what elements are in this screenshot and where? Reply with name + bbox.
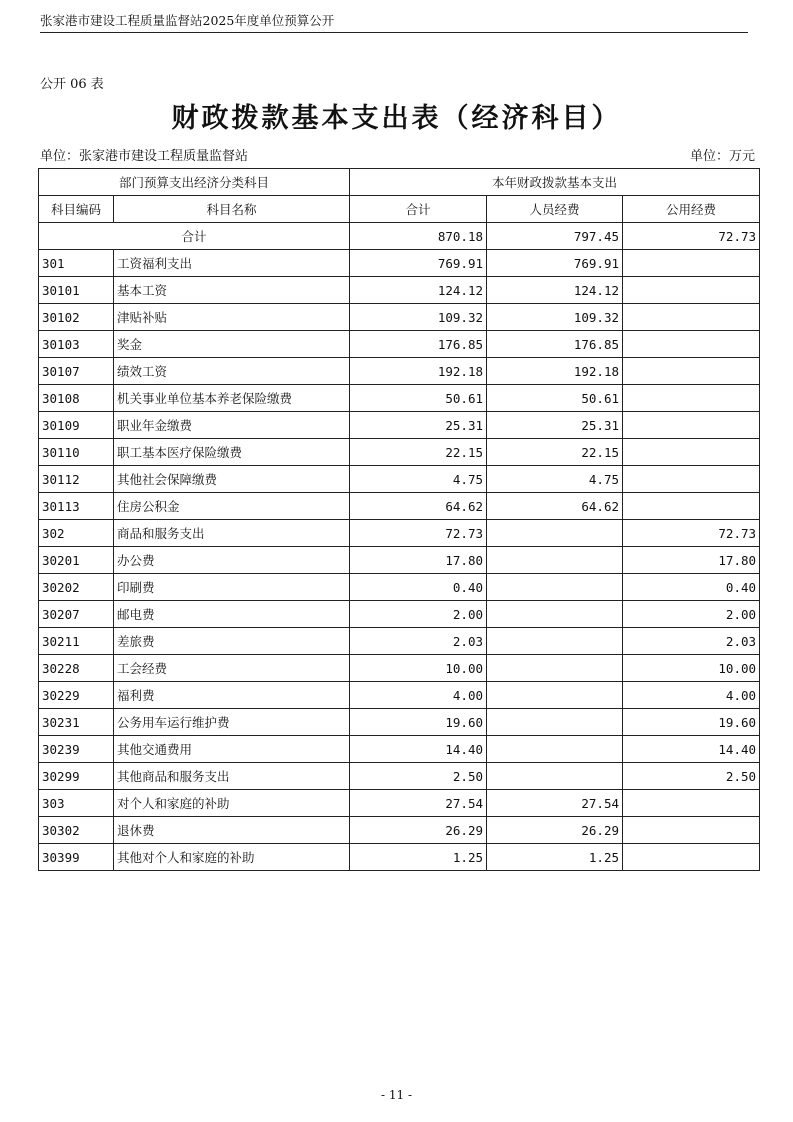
cell-total: 25.31 <box>350 412 487 439</box>
cell-public <box>623 439 760 466</box>
cell-public <box>623 250 760 277</box>
cell-code: 30207 <box>39 601 114 628</box>
cell-name: 奖金 <box>114 331 350 358</box>
table-row <box>39 439 760 466</box>
cell-name: 其他商品和服务支出 <box>114 763 350 790</box>
cell-personnel: 109.32 <box>487 304 623 331</box>
table-row <box>39 466 760 493</box>
budget-table <box>38 168 760 871</box>
cell-personnel: 64.62 <box>487 493 623 520</box>
cell-personnel <box>487 655 623 682</box>
cell-total: 2.50 <box>350 763 487 790</box>
cell-code: 30201 <box>39 547 114 574</box>
cell-public <box>623 304 760 331</box>
cell-code: 30112 <box>39 466 114 493</box>
cell-code: 303 <box>39 790 114 817</box>
cell-public: 0.40 <box>623 574 760 601</box>
cell-name: 其他交通费用 <box>114 736 350 763</box>
cell-code: 30107 <box>39 358 114 385</box>
cell-public <box>623 277 760 304</box>
cell-public <box>623 385 760 412</box>
cell-personnel <box>487 628 623 655</box>
header-column-row <box>39 196 760 223</box>
currency-unit: 单位：万元 <box>689 149 755 164</box>
cell-total: 2.00 <box>350 601 487 628</box>
table-row <box>39 277 760 304</box>
cell-name: 差旅费 <box>114 628 350 655</box>
total-total: 870.18 <box>350 223 487 250</box>
cell-personnel: 769.91 <box>487 250 623 277</box>
cell-total: 27.54 <box>350 790 487 817</box>
cell-personnel <box>487 736 623 763</box>
cell-name: 对个人和家庭的补助 <box>114 790 350 817</box>
cell-name: 退休费 <box>114 817 350 844</box>
cell-name: 基本工资 <box>114 277 350 304</box>
cell-name: 办公费 <box>114 547 350 574</box>
cell-total: 14.40 <box>350 736 487 763</box>
cell-public: 72.73 <box>623 520 760 547</box>
table-row <box>39 412 760 439</box>
cell-total: 4.75 <box>350 466 487 493</box>
cell-code: 30231 <box>39 709 114 736</box>
table-number: 公开 06 表 <box>40 77 104 92</box>
page-number: - 11 - <box>380 1088 412 1102</box>
cell-name: 住房公积金 <box>114 493 350 520</box>
cell-code: 30299 <box>39 763 114 790</box>
cell-public: 2.50 <box>623 763 760 790</box>
cell-total: 50.61 <box>350 385 487 412</box>
cell-code: 30103 <box>39 331 114 358</box>
table-row <box>39 520 760 547</box>
cell-personnel: 192.18 <box>487 358 623 385</box>
cell-personnel <box>487 601 623 628</box>
cell-total: 0.40 <box>350 574 487 601</box>
cell-public: 10.00 <box>623 655 760 682</box>
total-row <box>39 223 760 250</box>
header-code: 科目编码 <box>39 196 114 223</box>
table-row <box>39 736 760 763</box>
cell-personnel: 50.61 <box>487 385 623 412</box>
cell-code: 302 <box>39 520 114 547</box>
cell-public: 2.00 <box>623 601 760 628</box>
cell-name: 商品和服务支出 <box>114 520 350 547</box>
cell-public: 2.03 <box>623 628 760 655</box>
cell-name: 工资福利支出 <box>114 250 350 277</box>
cell-name: 绩效工资 <box>114 358 350 385</box>
cell-code: 301 <box>39 250 114 277</box>
cell-code: 30108 <box>39 385 114 412</box>
total-label: 合计 <box>39 223 350 250</box>
header-personnel: 人员经费 <box>487 196 623 223</box>
cell-code: 30239 <box>39 736 114 763</box>
header-classification: 部门预算支出经济分类科目 <box>39 169 350 196</box>
cell-personnel <box>487 520 623 547</box>
table-row <box>39 574 760 601</box>
cell-personnel: 1.25 <box>487 844 623 871</box>
cell-total: 26.29 <box>350 817 487 844</box>
cell-public: 14.40 <box>623 736 760 763</box>
table-row <box>39 817 760 844</box>
cell-personnel: 22.15 <box>487 439 623 466</box>
cell-name: 印刷费 <box>114 574 350 601</box>
cell-code: 30101 <box>39 277 114 304</box>
cell-total: 109.32 <box>350 304 487 331</box>
cell-name: 职业年金缴费 <box>114 412 350 439</box>
table-row <box>39 304 760 331</box>
cell-total: 17.80 <box>350 547 487 574</box>
header-name: 科目名称 <box>114 196 350 223</box>
table-row <box>39 250 760 277</box>
cell-total: 176.85 <box>350 331 487 358</box>
cell-personnel <box>487 763 623 790</box>
cell-public <box>623 412 760 439</box>
cell-total: 192.18 <box>350 358 487 385</box>
cell-code: 30202 <box>39 574 114 601</box>
cell-public: 4.00 <box>623 682 760 709</box>
table-row <box>39 655 760 682</box>
cell-total: 72.73 <box>350 520 487 547</box>
table-row <box>39 763 760 790</box>
cell-public <box>623 493 760 520</box>
cell-personnel <box>487 682 623 709</box>
table-row <box>39 601 760 628</box>
cell-personnel: 27.54 <box>487 790 623 817</box>
cell-code: 30110 <box>39 439 114 466</box>
running-header: 张家港市建设工程质量监督站2025年度单位预算公开 <box>40 12 748 33</box>
cell-name: 职工基本医疗保险缴费 <box>114 439 350 466</box>
cell-personnel <box>487 547 623 574</box>
cell-personnel: 4.75 <box>487 466 623 493</box>
cell-name: 其他社会保障缴费 <box>114 466 350 493</box>
cell-personnel: 26.29 <box>487 817 623 844</box>
cell-total: 769.91 <box>350 250 487 277</box>
cell-total: 1.25 <box>350 844 487 871</box>
cell-name: 公务用车运行维护费 <box>114 709 350 736</box>
cell-code: 30109 <box>39 412 114 439</box>
table-row <box>39 358 760 385</box>
header-public: 公用经费 <box>623 196 760 223</box>
cell-code: 30229 <box>39 682 114 709</box>
cell-public <box>623 358 760 385</box>
cell-code: 30228 <box>39 655 114 682</box>
cell-name: 工会经费 <box>114 655 350 682</box>
cell-code: 30399 <box>39 844 114 871</box>
cell-public <box>623 844 760 871</box>
total-personnel: 797.45 <box>487 223 623 250</box>
cell-personnel: 25.31 <box>487 412 623 439</box>
cell-name: 邮电费 <box>114 601 350 628</box>
table-row <box>39 628 760 655</box>
cell-public: 17.80 <box>623 547 760 574</box>
cell-total: 19.60 <box>350 709 487 736</box>
cell-personnel <box>487 709 623 736</box>
total-public: 72.73 <box>623 223 760 250</box>
cell-name: 机关事业单位基本养老保险缴费 <box>114 385 350 412</box>
cell-personnel <box>487 574 623 601</box>
cell-total: 10.00 <box>350 655 487 682</box>
cell-personnel: 124.12 <box>487 277 623 304</box>
cell-public: 19.60 <box>623 709 760 736</box>
table-row <box>39 709 760 736</box>
cell-public <box>623 466 760 493</box>
cell-public <box>623 817 760 844</box>
table-row <box>39 790 760 817</box>
cell-code: 30302 <box>39 817 114 844</box>
table-row <box>39 493 760 520</box>
cell-code: 30113 <box>39 493 114 520</box>
cell-total: 124.12 <box>350 277 487 304</box>
header-basic-expenditure: 本年财政拨款基本支出 <box>350 169 760 196</box>
cell-public <box>623 790 760 817</box>
table-row <box>39 547 760 574</box>
table-row <box>39 385 760 412</box>
cell-code: 30102 <box>39 304 114 331</box>
cell-personnel: 176.85 <box>487 331 623 358</box>
cell-public <box>623 331 760 358</box>
cell-name: 津贴补贴 <box>114 304 350 331</box>
table-row <box>39 331 760 358</box>
document-title: 财政拨款基本支出表（经济科目） <box>171 103 622 134</box>
cell-name: 其他对个人和家庭的补助 <box>114 844 350 871</box>
cell-total: 22.15 <box>350 439 487 466</box>
table-row <box>39 682 760 709</box>
cell-total: 2.03 <box>350 628 487 655</box>
cell-name: 福利费 <box>114 682 350 709</box>
header-total: 合计 <box>350 196 487 223</box>
cell-total: 4.00 <box>350 682 487 709</box>
reporting-unit: 单位：张家港市建设工程质量监督站 <box>40 149 249 164</box>
cell-total: 64.62 <box>350 493 487 520</box>
header-group-row <box>39 169 760 196</box>
cell-code: 30211 <box>39 628 114 655</box>
table-row <box>39 844 760 871</box>
